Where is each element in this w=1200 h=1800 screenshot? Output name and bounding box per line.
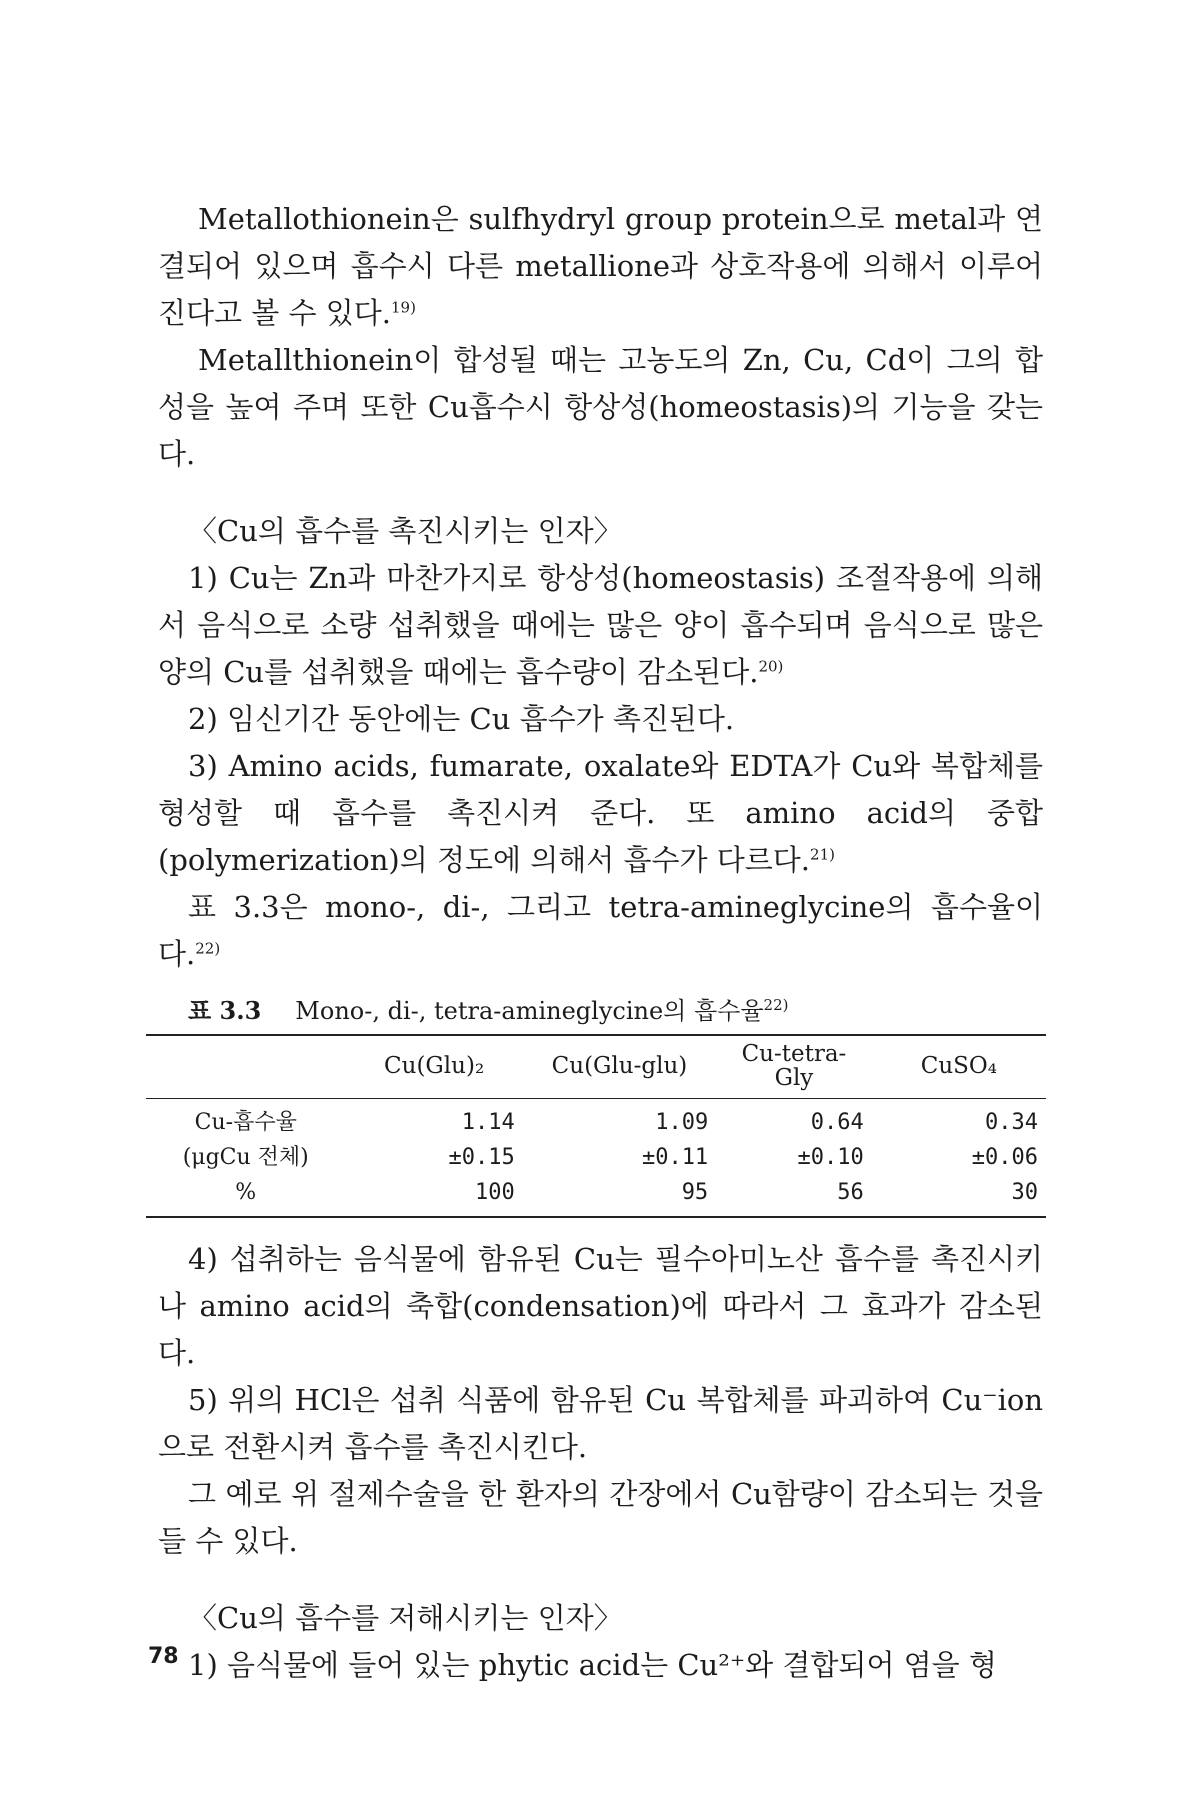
table-header-cell-3: Cu-tetra-Gly bbox=[716, 1035, 872, 1099]
example-paragraph: 그 예로 위 절제수술을 한 환자의 간장에서 Cu함량이 감소되는 것을 들 수 있다. bbox=[158, 1477, 1043, 1558]
table-caption-number: 표 3.3 bbox=[188, 996, 262, 1025]
table-cell: 1.14 bbox=[461, 1110, 515, 1135]
table-cell: ±0.15 bbox=[448, 1145, 515, 1170]
table-caption-reference: 22) bbox=[763, 996, 789, 1014]
table-header-cell-0 bbox=[146, 1035, 345, 1099]
table-row bbox=[146, 1099, 1046, 1141]
promote-heading: 〈Cu의 흡수를 촉진시키는 인자〉 bbox=[188, 514, 623, 548]
table-header-cell-4: CuSO₄ bbox=[872, 1035, 1046, 1099]
intro-paragraph-1-text: Metallothionein은 sulfhydryl group protein으로 metal과 연결되어 있으며 흡수시 다른 metallione과 상호작용에 의해서 이루어진다고 볼 수 있다. bbox=[158, 202, 1043, 330]
table-cell: 56 bbox=[837, 1180, 864, 1205]
inhibit-item-1: 1) 음식물에 들어 있는 phytic acid는 Cu²⁺와 결합되어 염을 형 bbox=[188, 1648, 997, 1682]
promote-item-3 bbox=[158, 743, 1043, 884]
table-cell: 0.34 bbox=[985, 1110, 1038, 1135]
reference-22: 22) bbox=[195, 939, 221, 958]
inhibit-heading: 〈Cu의 흡수를 저해시키는 인자〉 bbox=[188, 1601, 623, 1635]
table-header-cell-2: Cu(Glu-glu) bbox=[523, 1035, 716, 1099]
table-header-cell-1: Cu(Glu)₂ bbox=[345, 1035, 522, 1099]
table-reference-text: 표 3.3은 mono-, di-, 그리고 tetra-amineglycine의 흡수율이다. bbox=[158, 890, 1043, 971]
table-row-label: % bbox=[235, 1180, 257, 1205]
table-cell: ±0.06 bbox=[971, 1145, 1038, 1170]
reference-19: 19) bbox=[390, 298, 416, 317]
table-row bbox=[146, 1140, 1046, 1175]
intro-paragraph-1 bbox=[158, 196, 1043, 337]
absorption-table bbox=[146, 1034, 1046, 1218]
table-row-label: Cu-흡수율 bbox=[194, 1110, 297, 1135]
page-body bbox=[158, 196, 1043, 1689]
reference-20: 20) bbox=[758, 657, 784, 676]
table-caption-text: Mono-, di-, tetra-amineglycine의 흡수율 bbox=[295, 997, 764, 1025]
table-cell: ±0.10 bbox=[797, 1145, 864, 1170]
promote-item-3-text: 3) Amino acids, fumarate, oxalate와 EDTA가 Cu와 복합체를 형성할 때 흡수를 촉진시켜 준다. 또 amino acid의 중합(polymerization)의 정도에 의해서 흡수가 다르다. bbox=[158, 749, 1043, 877]
promote-item-2: 2) 임신기간 동안에는 Cu 흡수가 촉진된다. bbox=[188, 702, 735, 736]
promote-item-1 bbox=[158, 555, 1043, 696]
promote-item-5: 5) 위의 HCl은 섭취 식품에 함유된 Cu 복합체를 파괴하여 Cu⁻ion으로 전환시켜 흡수를 촉진시킨다. bbox=[158, 1383, 1043, 1464]
table-reference-sentence bbox=[158, 884, 1043, 978]
table-cell: 95 bbox=[681, 1180, 709, 1205]
promote-item-1-text: 1) Cu는 Zn과 마찬가지로 항상성(homeostasis) 조절작용에 의해서 음식으로 소량 섭취했을 때에는 많은 양이 흡수되며 음식으로 많은 양의 Cu를 섭취했을 때에는 흡수량이 감소된다. bbox=[158, 561, 1043, 689]
table-cell: ±0.11 bbox=[641, 1145, 709, 1170]
promote-item-4: 4) 섭취하는 음식물에 함유된 Cu는 필수아미노산 흡수를 촉진시키나 amino acid의 축합(condensation)에 따라서 그 효과가 감소된다. bbox=[158, 1242, 1043, 1370]
intro-paragraph-2: Metallthionein이 합성될 때는 고농도의 Zn, Cu, Cd이 그의 합성을 높여 주며 또한 Cu흡수시 항상성(homeostasis)의 기능을 갖는다. bbox=[158, 343, 1043, 471]
page-number: 78 bbox=[148, 1644, 179, 1669]
reference-21: 21) bbox=[810, 845, 835, 864]
table-cell: 0.64 bbox=[810, 1110, 864, 1135]
table-row bbox=[146, 1175, 1046, 1217]
table-caption bbox=[158, 994, 1043, 1028]
table-row-label: (μgCu 전체) bbox=[182, 1145, 309, 1170]
table-cell: 100 bbox=[474, 1180, 515, 1205]
table-cell: 1.09 bbox=[655, 1110, 709, 1135]
table-header-row bbox=[146, 1035, 1046, 1099]
table-cell: 30 bbox=[1011, 1180, 1038, 1205]
